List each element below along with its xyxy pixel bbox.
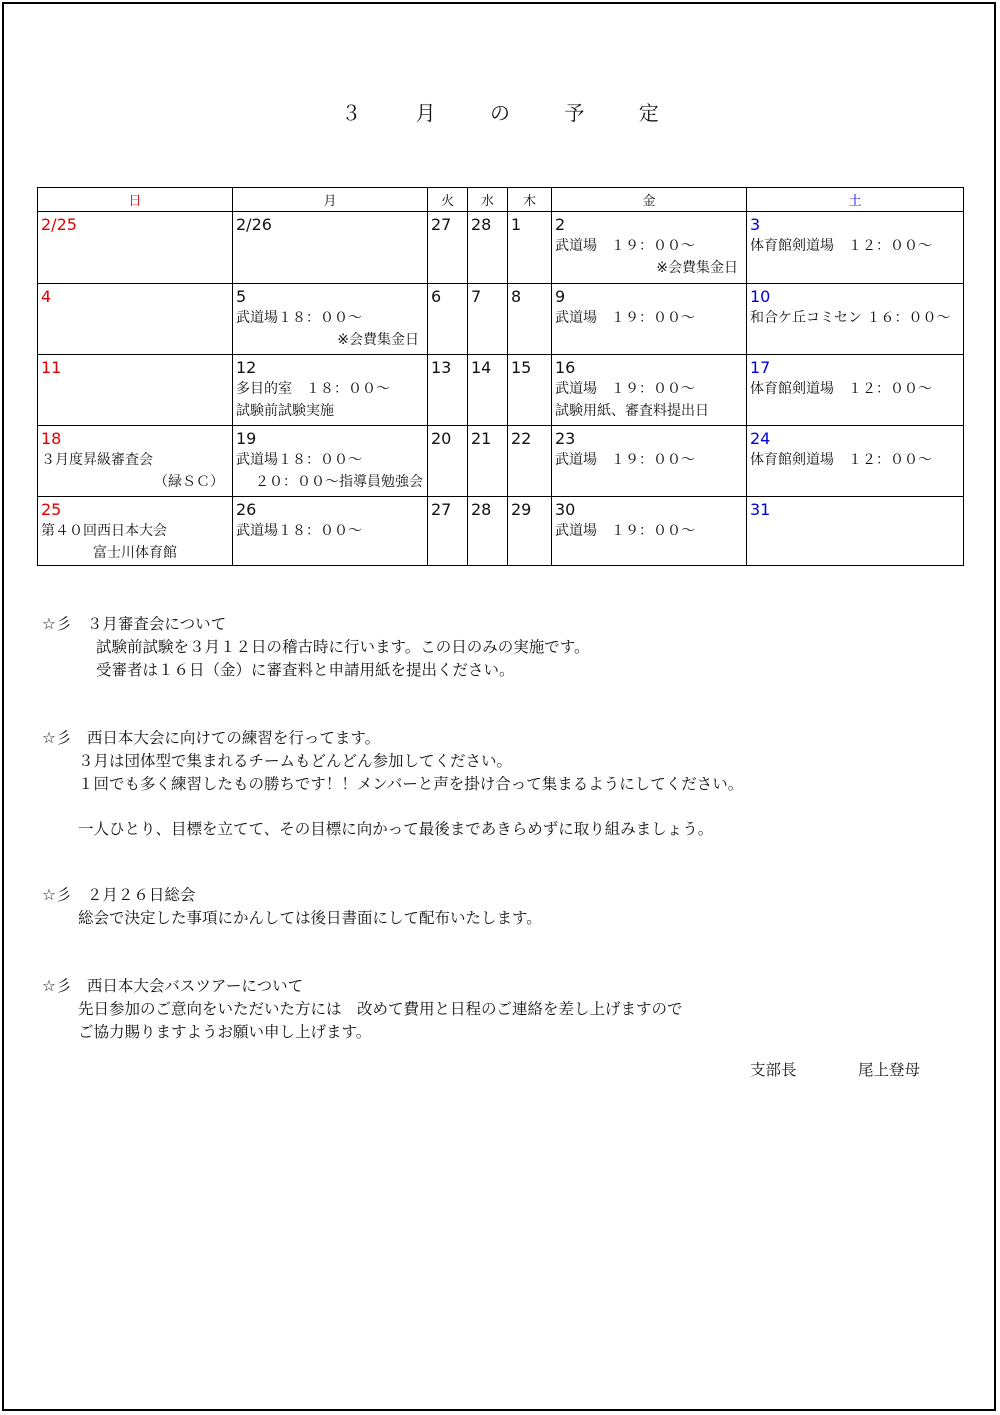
day-cell (428, 212, 468, 284)
day-number: 1 (511, 215, 522, 234)
day-number: 12 (236, 358, 257, 377)
schedule-calendar (37, 187, 964, 566)
day-cell (747, 426, 964, 497)
note-block (42, 726, 942, 841)
note-line: 先日参加のご意向をいただいた方には 改めて費用と日程のご連絡を差し上げますので (78, 1000, 683, 1018)
note-line: ３月は団体型で集まれるチームもどんどん参加してください。 (78, 752, 513, 770)
event-line: 武道場 １９：００～ (555, 238, 695, 254)
day-cell (38, 426, 233, 497)
event-line: 第４０回西日本大会 (41, 523, 167, 539)
day-cell (428, 284, 468, 355)
note-block (42, 883, 942, 930)
day-number: 28 (471, 215, 492, 234)
day-cell (552, 426, 747, 497)
day-cell (233, 426, 428, 497)
day-number: 6 (431, 287, 442, 306)
event-line: 武道場 １９：００～ (555, 452, 695, 468)
week-row (38, 284, 964, 355)
day-number: 23 (555, 429, 576, 448)
weekday-header-row (38, 188, 964, 212)
event-line: 体育館剣道場 １２：００～ (750, 452, 932, 468)
day-cell (468, 426, 508, 497)
day-number: 9 (555, 287, 566, 306)
day-cell (38, 355, 233, 426)
day-cell (428, 497, 468, 566)
day-cell (552, 497, 747, 566)
day-number: 31 (750, 500, 771, 519)
note-line: 一人ひとり、目標を立てて、その目標に向かって最後まであきらめずに取り組みましょう。 (78, 820, 714, 838)
event-line: 武道場１８：００～ (236, 452, 362, 468)
week-row (38, 355, 964, 426)
week-row (38, 497, 964, 566)
day-number: 26 (236, 500, 257, 519)
note-line: 受審者は１６日（金）に審査料と申請用紙を提出ください。 (96, 661, 515, 679)
day-cell (508, 212, 552, 284)
day-cell (233, 355, 428, 426)
weekday-thursday: 木 (508, 188, 552, 212)
day-cell (468, 284, 508, 355)
event-note: ※会費集金日 (337, 332, 419, 348)
day-cell (552, 284, 747, 355)
page-title: ３ 月 の 予 定 (341, 101, 683, 125)
note-line: １回でも多く練習したもの勝ちです！！メンバーと声を掛け合って集まるようにしてください。 (78, 775, 744, 793)
day-number: 2/25 (41, 215, 77, 234)
day-number: 27 (431, 500, 452, 519)
event-line: 多目的室 １８：００～ (236, 381, 390, 397)
note-heading: ☆彡 西日本大会に向けての練習を行ってます。 (42, 729, 381, 747)
day-cell (747, 497, 964, 566)
day-cell (508, 426, 552, 497)
day-cell (468, 497, 508, 566)
day-number: 4 (41, 287, 52, 306)
day-number: 7 (471, 287, 482, 306)
day-number: 21 (471, 429, 492, 448)
week-row (38, 426, 964, 497)
day-number: 5 (236, 287, 247, 306)
day-cell (552, 355, 747, 426)
day-cell (747, 284, 964, 355)
weekday-wednesday: 水 (468, 188, 508, 212)
day-cell (508, 497, 552, 566)
day-number: 15 (511, 358, 532, 377)
note-heading: ☆彡 ２月２６日総会 (42, 886, 196, 904)
day-cell (38, 212, 233, 284)
weekday-sunday: 日 (38, 188, 233, 212)
event-line: 武道場 １９：００～ (555, 381, 695, 397)
day-number: 30 (555, 500, 576, 519)
weekday-saturday: 土 (747, 188, 964, 212)
event-line: 体育館剣道場 １２：００～ (750, 238, 932, 254)
day-number: 17 (750, 358, 771, 377)
day-cell (38, 497, 233, 566)
day-cell (468, 355, 508, 426)
day-cell (552, 212, 747, 284)
day-cell (233, 497, 428, 566)
day-number: 2 (555, 215, 566, 234)
event-line: ３月度昇級審査会 (41, 452, 153, 468)
day-number: 27 (431, 215, 452, 234)
weekday-tuesday: 火 (428, 188, 468, 212)
day-cell (508, 355, 552, 426)
day-number: 16 (555, 358, 576, 377)
day-number: 28 (471, 500, 492, 519)
weekday-monday: 月 (233, 188, 428, 212)
day-cell (428, 355, 468, 426)
week-row (38, 212, 964, 284)
note-block (42, 612, 942, 682)
event-line: 武道場１８：００～ (236, 310, 362, 326)
event-line: 富士川体育館 (93, 545, 177, 561)
note-block (42, 974, 942, 1044)
day-number: 13 (431, 358, 452, 377)
day-number: 20 (431, 429, 452, 448)
day-cell (428, 426, 468, 497)
day-number: 11 (41, 358, 62, 377)
note-heading: ☆彡 ３月審査会について (42, 615, 227, 633)
day-number: 24 (750, 429, 771, 448)
note-line: 試験前試験を３月１２日の稽古時に行います。この日のみの実施です。 (96, 638, 590, 656)
day-number: 19 (236, 429, 257, 448)
weekday-friday: 金 (552, 188, 747, 212)
day-number: 25 (41, 500, 62, 519)
signature-name: 尾上登母 (858, 1061, 921, 1079)
event-note: ※会費集金日 (656, 260, 738, 276)
day-cell (468, 212, 508, 284)
day-number: 3 (750, 215, 761, 234)
day-number: 10 (750, 287, 771, 306)
day-number: 29 (511, 500, 532, 519)
event-line: 和合ケ丘コミセン １６：００～ (750, 310, 951, 326)
day-number: 14 (471, 358, 492, 377)
event-line: 試験前試験実施 (236, 403, 334, 419)
event-line: 武道場１８：００～ (236, 523, 362, 539)
event-line: 体育館剣道場 １２：００～ (750, 381, 932, 397)
day-cell (233, 212, 428, 284)
event-note: （緑ＳＣ） (154, 474, 224, 490)
day-cell (38, 284, 233, 355)
event-line: 試験用紙、審査料提出日 (555, 403, 709, 419)
day-number: 22 (511, 429, 532, 448)
day-cell (747, 212, 964, 284)
signature-role: 支部長 (750, 1061, 797, 1079)
note-line: 総会で決定した事項にかんしては後日書面にして配布いたします。 (78, 909, 542, 927)
day-cell (747, 355, 964, 426)
day-number: 2/26 (236, 215, 272, 234)
day-number: 8 (511, 287, 522, 306)
notes-section (42, 612, 942, 1044)
event-line: ２０：００～指導員勉強会 (255, 474, 423, 490)
note-line: ご協力賜りますようお願い申し上げます。 (78, 1023, 372, 1041)
note-heading: ☆彡 西日本大会バスツアーについて (42, 977, 304, 995)
note-line (42, 796, 942, 818)
event-line: 武道場 １９：００～ (555, 310, 695, 326)
day-cell (233, 284, 428, 355)
day-number: 18 (41, 429, 62, 448)
day-cell (508, 284, 552, 355)
event-line: 武道場 １９：００～ (555, 523, 695, 539)
